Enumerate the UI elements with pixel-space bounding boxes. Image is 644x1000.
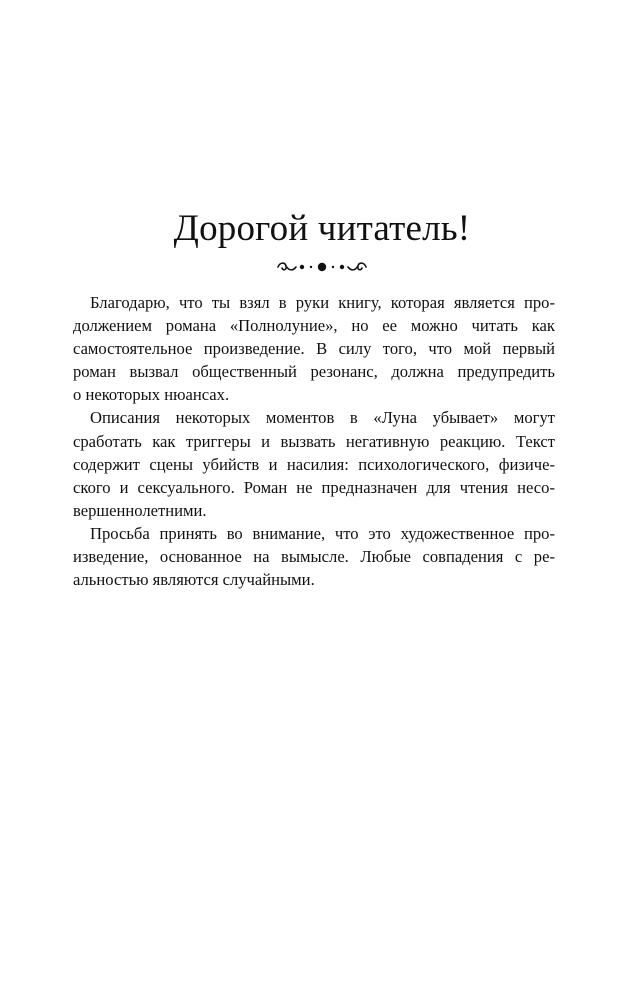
page-title: Дорогой читатель!: [173, 208, 471, 249]
text-line: Благодарю, что ты взял в руки книгу, которая является про-: [90, 293, 555, 312]
fleuron-divider-icon: [272, 256, 372, 278]
paragraph: [73, 522, 555, 591]
text-line: самостоятельное произведение. В силу того, что мой первый: [73, 339, 555, 359]
text-line: вершеннолетними.: [73, 500, 207, 520]
text-line: роман вызвал общественный резонанс, должна предупредить: [73, 362, 555, 382]
text-line: должением романа «Полнолуние», но ее можно читать как: [73, 316, 555, 336]
text-line: о некоторых нюансах.: [73, 385, 230, 405]
text-line: ского и сексуального. Роман не предназначен для чтения несо-: [73, 477, 555, 497]
text-line: сработать как триггеры и вызвать негативную реакцию. Текст: [73, 431, 555, 451]
text-line: альностью являются случайными.: [73, 570, 315, 590]
body-text: [73, 291, 555, 591]
text-line: Описания некоторых моментов в «Луна убывает» могут: [90, 408, 555, 428]
text-line: Просьба принять во внимание, что это художественное про-: [90, 523, 555, 543]
text-line: изведение, основанное на вымысле. Любые совпадения с ре-: [73, 547, 555, 567]
text-line: содержит сцены убийств и насилия: психологического, физиче-: [73, 454, 555, 474]
paragraph: [73, 291, 555, 406]
paragraph: [73, 406, 555, 521]
